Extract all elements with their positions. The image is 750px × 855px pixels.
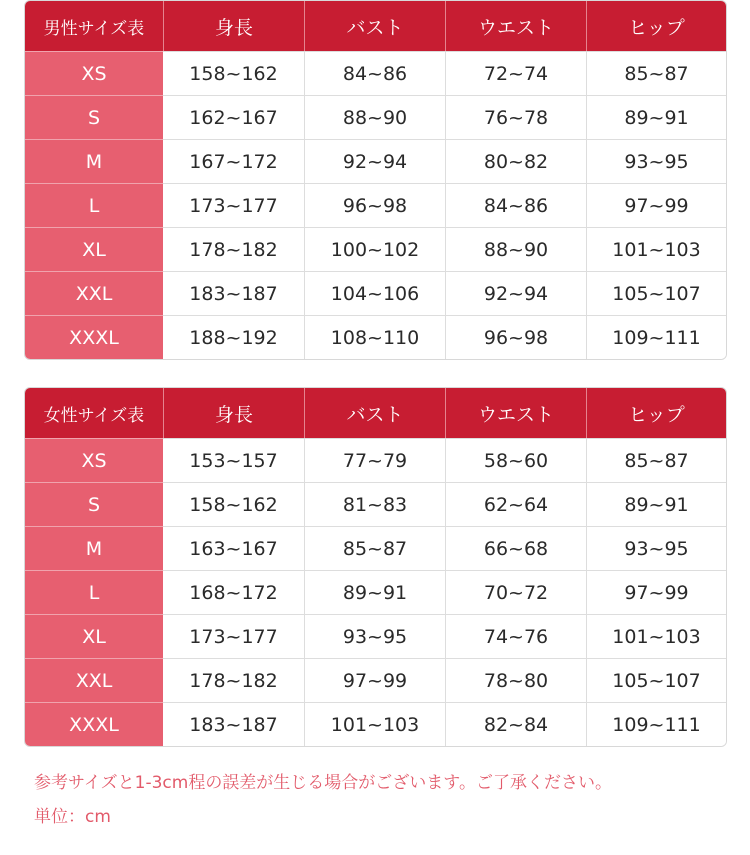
- hip-cell: 109~111: [586, 315, 726, 359]
- waist-cell: 70~72: [445, 570, 586, 614]
- bust-cell: 97~99: [304, 658, 445, 702]
- height-cell: 162~167: [163, 95, 304, 139]
- column-header-waist: ウエスト: [445, 1, 586, 51]
- size-label: L: [25, 570, 163, 614]
- size-label: S: [25, 95, 163, 139]
- hip-cell: 109~111: [586, 702, 726, 746]
- size-notes: [34, 766, 612, 834]
- table-row: [25, 702, 726, 746]
- table-row: [25, 438, 726, 482]
- table-row: [25, 315, 726, 359]
- column-header-height: 身長: [163, 388, 304, 438]
- height-cell: 183~187: [163, 271, 304, 315]
- column-header-height: 身長: [163, 1, 304, 51]
- size-label: L: [25, 183, 163, 227]
- disclaimer-text: 参考サイズと1-3cm程の誤差が生じる場合がございます。ご了承ください。: [34, 773, 612, 793]
- waist-cell: 84~86: [445, 183, 586, 227]
- height-cell: 173~177: [163, 183, 304, 227]
- women-size-table: [24, 387, 727, 747]
- height-cell: 158~162: [163, 51, 304, 95]
- bust-cell: 84~86: [304, 51, 445, 95]
- bust-cell: 108~110: [304, 315, 445, 359]
- men-size-table: [24, 0, 727, 360]
- unit-text: 単位：cm: [34, 807, 111, 827]
- height-cell: 178~182: [163, 227, 304, 271]
- hip-cell: 97~99: [586, 183, 726, 227]
- height-cell: 173~177: [163, 614, 304, 658]
- bust-cell: 101~103: [304, 702, 445, 746]
- waist-cell: 92~94: [445, 271, 586, 315]
- waist-cell: 80~82: [445, 139, 586, 183]
- table-header-row: [25, 388, 726, 438]
- size-label: XXL: [25, 658, 163, 702]
- size-label: XXXL: [25, 702, 163, 746]
- table-row: [25, 95, 726, 139]
- waist-cell: 76~78: [445, 95, 586, 139]
- hip-cell: 101~103: [586, 614, 726, 658]
- table-row: [25, 51, 726, 95]
- height-cell: 183~187: [163, 702, 304, 746]
- column-header-bust: バスト: [304, 388, 445, 438]
- hip-cell: 89~91: [586, 95, 726, 139]
- table-row: [25, 482, 726, 526]
- column-header-hip: ヒップ: [586, 1, 726, 51]
- bust-cell: 93~95: [304, 614, 445, 658]
- hip-cell: 93~95: [586, 526, 726, 570]
- table-row: [25, 227, 726, 271]
- size-label: XS: [25, 51, 163, 95]
- height-cell: 168~172: [163, 570, 304, 614]
- size-label: M: [25, 139, 163, 183]
- size-label: S: [25, 482, 163, 526]
- height-cell: 167~172: [163, 139, 304, 183]
- hip-cell: 93~95: [586, 139, 726, 183]
- table-row: [25, 570, 726, 614]
- size-label: XL: [25, 614, 163, 658]
- waist-cell: 58~60: [445, 438, 586, 482]
- column-header-waist: ウエスト: [445, 388, 586, 438]
- waist-cell: 72~74: [445, 51, 586, 95]
- size-label: XXXL: [25, 315, 163, 359]
- hip-cell: 105~107: [586, 271, 726, 315]
- table-row: [25, 658, 726, 702]
- table-row: [25, 614, 726, 658]
- table-row: [25, 139, 726, 183]
- size-label: XS: [25, 438, 163, 482]
- height-cell: 163~167: [163, 526, 304, 570]
- bust-cell: 92~94: [304, 139, 445, 183]
- height-cell: 153~157: [163, 438, 304, 482]
- bust-cell: 85~87: [304, 526, 445, 570]
- column-header-hip: ヒップ: [586, 388, 726, 438]
- column-header-bust: バスト: [304, 1, 445, 51]
- size-label: M: [25, 526, 163, 570]
- height-cell: 178~182: [163, 658, 304, 702]
- waist-cell: 88~90: [445, 227, 586, 271]
- waist-cell: 96~98: [445, 315, 586, 359]
- size-label: XXL: [25, 271, 163, 315]
- bust-cell: 96~98: [304, 183, 445, 227]
- bust-cell: 104~106: [304, 271, 445, 315]
- table-title: 女性サイズ表: [25, 388, 163, 438]
- hip-cell: 101~103: [586, 227, 726, 271]
- waist-cell: 74~76: [445, 614, 586, 658]
- table-row: [25, 271, 726, 315]
- hip-cell: 85~87: [586, 51, 726, 95]
- bust-cell: 81~83: [304, 482, 445, 526]
- waist-cell: 62~64: [445, 482, 586, 526]
- hip-cell: 97~99: [586, 570, 726, 614]
- bust-cell: 88~90: [304, 95, 445, 139]
- height-cell: 158~162: [163, 482, 304, 526]
- table-row: [25, 526, 726, 570]
- waist-cell: 82~84: [445, 702, 586, 746]
- hip-cell: 89~91: [586, 482, 726, 526]
- hip-cell: 105~107: [586, 658, 726, 702]
- hip-cell: 85~87: [586, 438, 726, 482]
- height-cell: 188~192: [163, 315, 304, 359]
- size-label: XL: [25, 227, 163, 271]
- bust-cell: 77~79: [304, 438, 445, 482]
- bust-cell: 89~91: [304, 570, 445, 614]
- waist-cell: 66~68: [445, 526, 586, 570]
- table-row: [25, 183, 726, 227]
- table-header-row: [25, 1, 726, 51]
- waist-cell: 78~80: [445, 658, 586, 702]
- bust-cell: 100~102: [304, 227, 445, 271]
- table-title: 男性サイズ表: [25, 1, 163, 51]
